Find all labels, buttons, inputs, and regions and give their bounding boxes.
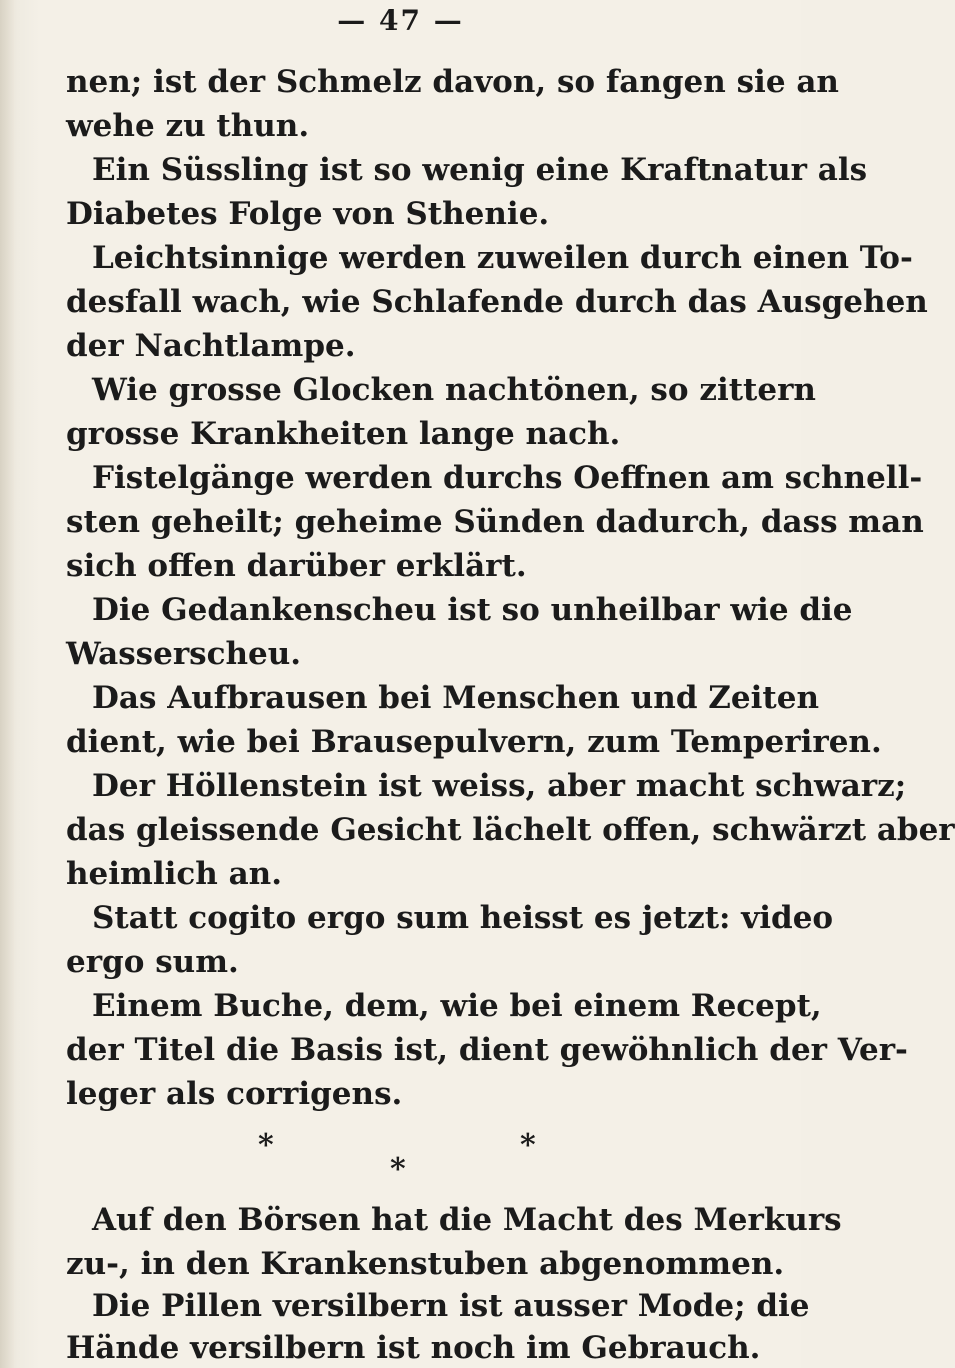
text-line: Hände versilbern ist noch im Gebrauch. bbox=[66, 1330, 761, 1366]
text-line: heimlich an. bbox=[66, 856, 283, 892]
text-line: zu-, in den Krankenstuben abgenommen. bbox=[66, 1246, 785, 1282]
separator-star: * bbox=[390, 1152, 406, 1187]
text-line: Die Pillen versilbern ist ausser Mode; die bbox=[92, 1288, 810, 1324]
text-line: leger als corrigens. bbox=[66, 1076, 403, 1112]
text-line: nen; ist der Schmelz davon, so fangen sie an bbox=[66, 64, 839, 100]
text-line: sich offen darüber erklärt. bbox=[66, 548, 527, 584]
text-line: wehe zu thun. bbox=[66, 108, 310, 144]
text-line: Leichtsinnige werden zuweilen durch einen To- bbox=[92, 240, 913, 276]
text-line: Diabetes Folge von Sthenie. bbox=[66, 196, 550, 232]
text-line: der Nachtlampe. bbox=[66, 328, 356, 364]
text-line: Auf den Börsen hat die Macht des Merkurs bbox=[92, 1202, 842, 1238]
text-line: grosse Krankheiten lange nach. bbox=[66, 416, 621, 452]
text-line: Das Aufbrausen bei Menschen und Zeiten bbox=[92, 680, 820, 716]
text-line: Wasserscheu. bbox=[66, 636, 302, 672]
text-line: Statt cogito ergo sum heisst es jetzt: video bbox=[92, 900, 834, 936]
text-line: Wie grosse Glocken nachtönen, so zittern bbox=[92, 372, 816, 408]
separator-star: * bbox=[520, 1128, 536, 1163]
text-line: dient, wie bei Brausepulvern, zum Temperiren. bbox=[66, 724, 882, 760]
text-line: Einem Buche, dem, wie bei einem Recept, bbox=[92, 988, 822, 1024]
text-line: das gleissende Gesicht lächelt offen, schwärzt aber bbox=[66, 812, 955, 848]
text-line: ergo sum. bbox=[66, 944, 239, 980]
text-line: sten geheilt; geheime Sünden dadurch, dass man bbox=[66, 504, 924, 540]
page-number: — 47 — bbox=[337, 4, 464, 37]
text-line: desfall wach, wie Schlafende durch das Ausgehen bbox=[66, 284, 928, 320]
text-line: Ein Süssling ist so wenig eine Kraftnatur als bbox=[92, 152, 868, 188]
page-gutter bbox=[0, 0, 14, 1368]
text-line: Der Höllenstein ist weiss, aber macht schwarz; bbox=[92, 768, 907, 804]
separator-star: * bbox=[258, 1128, 274, 1163]
text-line: der Titel die Basis ist, dient gewöhnlich der Ver- bbox=[66, 1032, 908, 1068]
text-line: Die Gedankenscheu ist so unheilbar wie die bbox=[92, 592, 853, 628]
text-line: Fistelgänge werden durchs Oeffnen am schnell- bbox=[92, 460, 923, 496]
